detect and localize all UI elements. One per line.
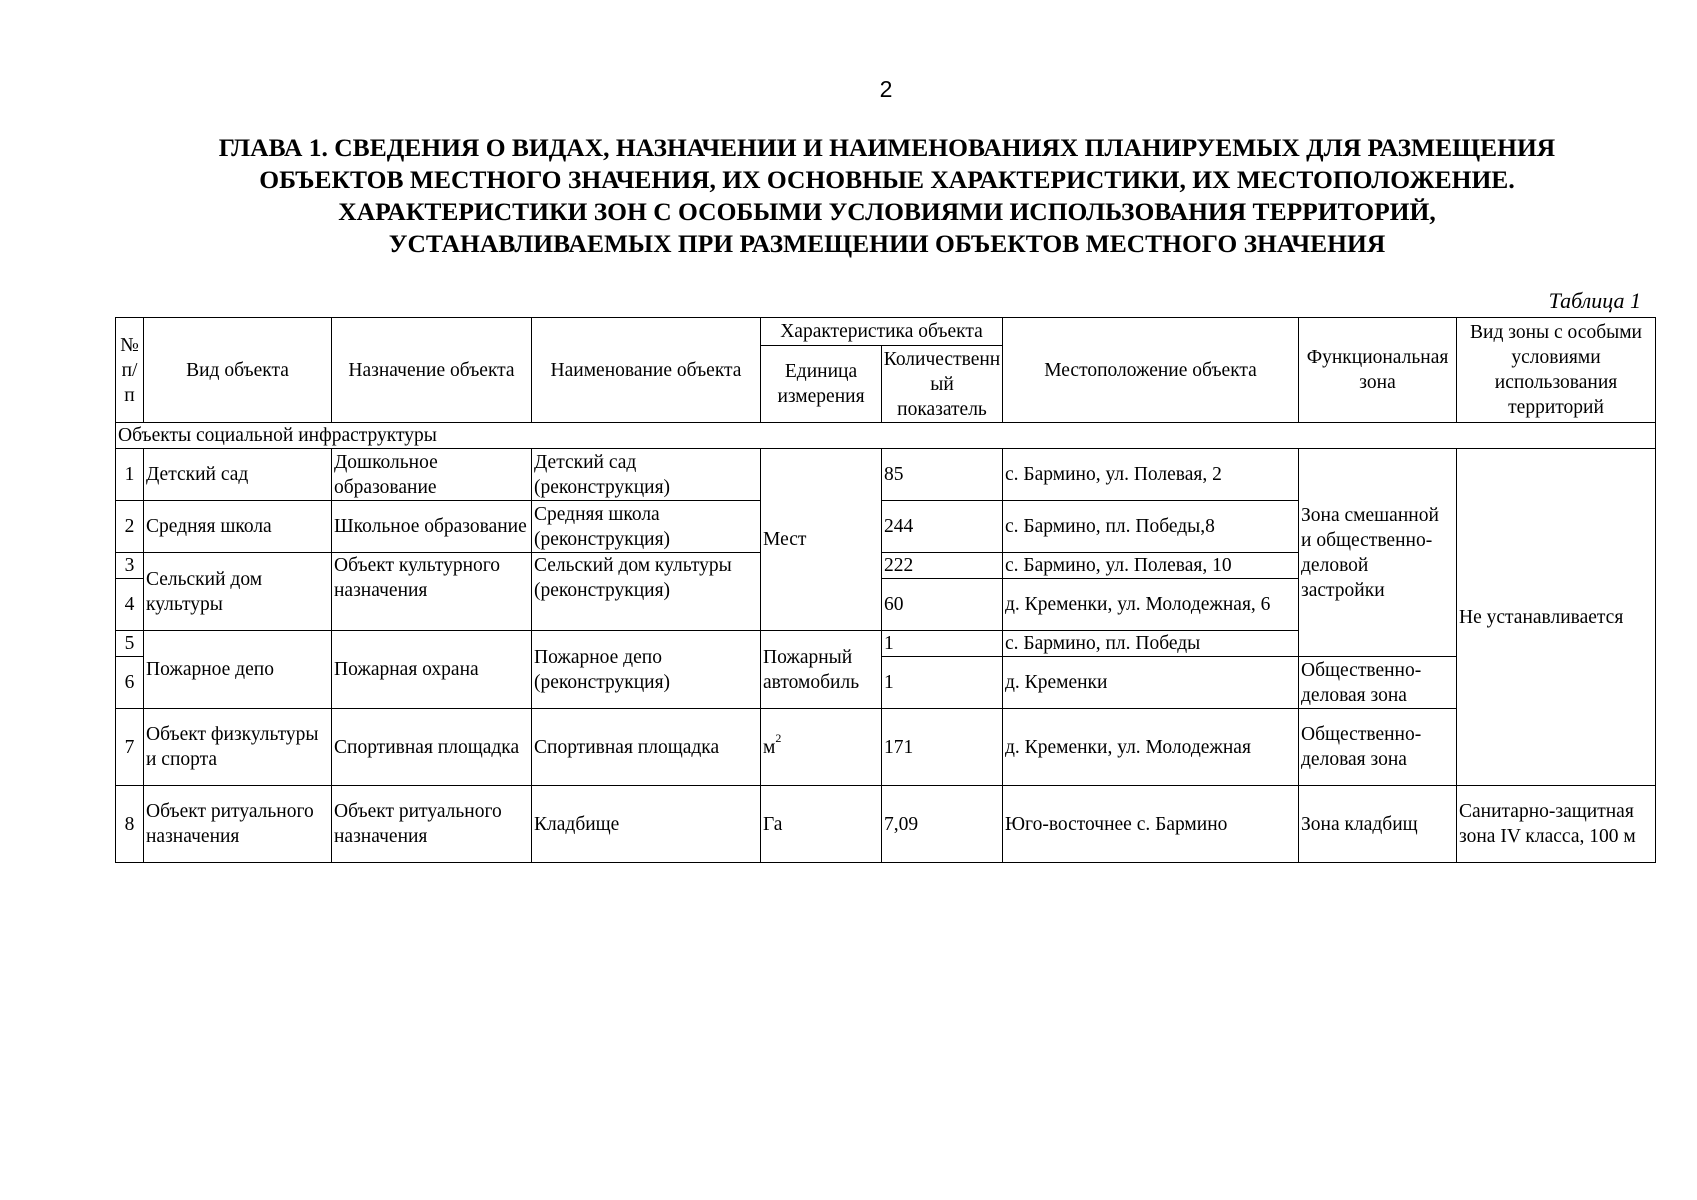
row-name: Сельский дом культуры (реконструкция) — [532, 553, 761, 631]
header-zone: Функциональная зона — [1299, 318, 1457, 423]
row-quantity: 1 — [882, 657, 1003, 709]
row-type: Детский сад — [144, 449, 332, 501]
row-purpose: Пожарная охрана — [332, 631, 532, 709]
table-caption: Таблица 1 — [1548, 288, 1641, 313]
row-unit-merged: Мест — [761, 449, 882, 631]
row-num: 2 — [116, 501, 144, 553]
row-name: Детский сад (реконструкция) — [532, 449, 761, 501]
row-num: 3 — [116, 553, 144, 579]
row-num: 5 — [116, 631, 144, 657]
row-unit: Пожарный автомобиль — [761, 631, 882, 709]
section-title: Объекты социальной инфраструктуры — [116, 423, 1656, 449]
row-location: д. Кременки — [1003, 657, 1299, 709]
row-type: Пожарное депо — [144, 631, 332, 709]
row-location: д. Кременки, ул. Молодежная — [1003, 709, 1299, 786]
row-zone-merged: Зона смешанной и общественно-деловой застройки — [1299, 449, 1457, 657]
header-row — [116, 318, 1656, 346]
header-name: Наименование объекта — [532, 318, 761, 423]
row-purpose: Дошкольное образование — [332, 449, 532, 501]
row-location: с. Бармино, пл. Победы,8 — [1003, 501, 1299, 553]
row-zone: Общественно-деловая зона — [1299, 709, 1457, 786]
row-special-zone: Санитарно-защитная зона IV класса, 100 м — [1457, 786, 1656, 863]
row-zone: Общественно-деловая зона — [1299, 657, 1457, 709]
row-unit-superscript: 2 — [775, 731, 782, 745]
row-unit: Га — [761, 786, 882, 863]
header-purpose: Назначение объекта — [332, 318, 532, 423]
row-location: с. Бармино, пл. Победы — [1003, 631, 1299, 657]
row-location: д. Кременки, ул. Молодежная, 6 — [1003, 579, 1299, 631]
row-num: 4 — [116, 579, 144, 631]
row-type: Объект физкультуры и спорта — [144, 709, 332, 786]
chapter-title: ГЛАВА 1. СВЕДЕНИЯ О ВИДАХ, НАЗНАЧЕНИИ И НАИМЕНОВАНИЯХ ПЛАНИРУЕМЫХ ДЛЯ РАЗМЕЩЕНИЯ ОБЪЕКТОВ МЕСТНОГО ЗНАЧЕНИЯ, ИХ ОСНОВНЫЕ ХАРАКТЕРИСТИКИ, ИХ МЕСТОПОЛОЖЕНИЕ. ХАРАКТЕРИСТИКИ ЗОН С ОСОБЫМИ УСЛОВИЯМИ ИСПОЛЬЗОВАНИЯ ТЕРРИТОРИЙ, УСТАНАВЛИВАЕМЫХ ПРИ РАЗМЕЩЕНИИ ОБЪЕКТОВ МЕСТНОГО ЗНАЧЕНИЯ — [218, 133, 1556, 258]
table-row — [116, 449, 1656, 501]
row-quantity: 60 — [882, 579, 1003, 631]
row-num: 6 — [116, 657, 144, 709]
row-name: Пожарное депо (реконструкция) — [532, 631, 761, 709]
page-number: 2 — [879, 76, 893, 102]
header-location: Местоположение объекта — [1003, 318, 1299, 423]
row-num: 8 — [116, 786, 144, 863]
row-unit — [761, 709, 882, 786]
header-quantity: Количественный показатель — [882, 346, 1003, 423]
row-type: Средняя школа — [144, 501, 332, 553]
row-quantity: 7,09 — [882, 786, 1003, 863]
header-unit: Единица измерения — [761, 346, 882, 423]
row-purpose: Спортивная площадка — [332, 709, 532, 786]
row-name: Средняя школа (реконструкция) — [532, 501, 761, 553]
header-characteristics: Характеристика объекта — [761, 318, 1003, 346]
row-zone: Зона кладбищ — [1299, 786, 1457, 863]
table-row — [116, 709, 1656, 786]
section-row — [116, 423, 1656, 449]
row-type: Объект ритуального назначения — [144, 786, 332, 863]
row-quantity: 85 — [882, 449, 1003, 501]
row-purpose: Объект ритуального назначения — [332, 786, 532, 863]
row-name: Кладбище — [532, 786, 761, 863]
header-num: № п/п — [116, 318, 144, 423]
row-quantity: 244 — [882, 501, 1003, 553]
row-purpose: Школьное образование — [332, 501, 532, 553]
row-purpose: Объект культурного назначения — [332, 553, 532, 631]
row-quantity: 222 — [882, 553, 1003, 579]
header-special-zone: Вид зоны с особыми условиями использования территорий — [1457, 318, 1656, 423]
row-num: 1 — [116, 449, 144, 501]
row-num: 7 — [116, 709, 144, 786]
header-type: Вид объекта — [144, 318, 332, 423]
row-special-zone-merged: Не устанавливается — [1457, 449, 1656, 786]
table-row — [116, 786, 1656, 863]
row-unit-value: м — [763, 736, 776, 758]
objects-table — [115, 317, 1656, 863]
row-quantity: 1 — [882, 631, 1003, 657]
row-name: Спортивная площадка — [532, 709, 761, 786]
row-location: с. Бармино, ул. Полевая, 10 — [1003, 553, 1299, 579]
row-location: с. Бармино, ул. Полевая, 2 — [1003, 449, 1299, 501]
row-location: Юго-восточнее с. Бармино — [1003, 786, 1299, 863]
row-quantity: 171 — [882, 709, 1003, 786]
row-type: Сельский дом культуры — [144, 553, 332, 631]
